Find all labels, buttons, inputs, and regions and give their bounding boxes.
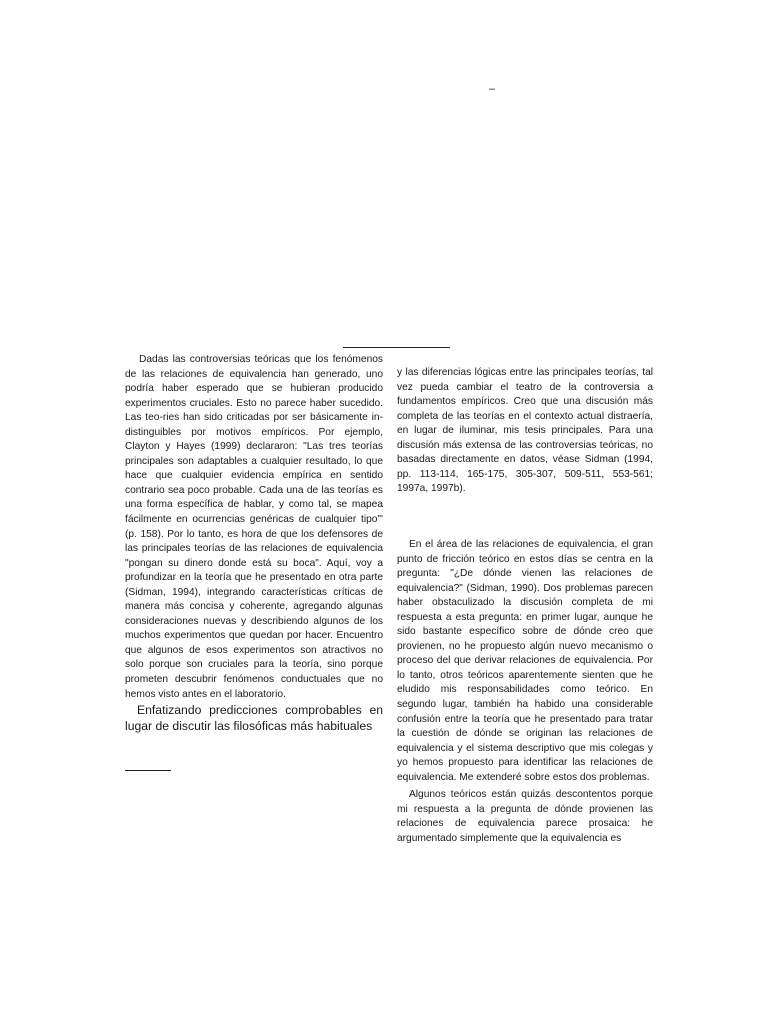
body-paragraph-theorists: Algunos teóricos están quizás descontentos porque mi respuesta a la pregunta de dónde provienen las relaciones de equivalencia parece prosaica: he argumentado simplemente que la equivalencia es (397, 789, 653, 844)
section-divider (343, 347, 450, 348)
body-paragraph-intro: Dadas las controversias teóricas que los fenómenos de las relaciones de equivalencia han generado, uno podría haber esperado que se hubieran producido experimentos cruciales. Esto no parece haber sucedido. Las teo-ries han sido criticadas por ser básicamente in-distinguibles por motivos empíricos. Por ejemplo, Clayton y Hayes (1999) declararon: "Las tres teorías principales son adaptables a cualquier resultado, lo que hace que cualquier evidencia empírica en sentido contrario sea poco probable. Cada una de las teorías es una forma específica de hablar, y como tal, se mapea fácilmente en ocurrencias genéricas de cualquier tipo"' (p. 158). Por lo tanto, es hora de que los defensores de las principales teorías de las relaciones de equivalencia "pongan su dinero donde está su boca". Aquí, voy a profundizar en la teoría que he presentado en otra parte (Sidman, 1994), integrando características críticas de manera más concisa y coherente, agregando algunas consideraciones nuevas y describiendo algunos de los muchos experimentos que quedan por hacer. Encuentro que algunos de esos experimentos son atractivos no solo porque son cruciales para la teoría, sino porque prometen descubrir fenómenos conductuales que no hemos visto antes en el laboratorio. (125, 354, 383, 700)
footnote-divider (125, 770, 171, 771)
header-dash: – (489, 83, 496, 95)
section-heading: Enfatizando predicciones comprobables en lugar de discutir las filosóficas más habituales (125, 703, 383, 733)
body-paragraph-friction: En el área de las relaciones de equivalencia, el gran punto de fricción teórico en estos días se centra en la pregunta: "¿De dónde vienen las relaciones de equivalencia?" (Sidman, 1990). Dos problemas parecen haber obstaculizado la discusión completa de mi respuesta a esta pregunta: en primer lugar, aunque he sido bastante específico sobre de dónde creo que provienen, no he propuesto algún nuevo mecanismo o proceso del que derivar relaciones de equivalencia. Por lo tanto, otros teóricos aparentemente sienten que he eludido mis responsabilidades como teórico. En segundo lugar, también ha habido una considerable confusión entre la teoría que he presentado para tratar la cuestión de dónde se originan las relaciones de equivalencia y el sistema descriptivo que mis colegas y yo hemos propuesto para identificar las relaciones de equivalencia. Me extenderé sobre estos dos problemas. (397, 539, 653, 783)
right-column-top (397, 366, 653, 497)
right-column-bottom (397, 538, 653, 846)
body-paragraph-continued: y las diferencias lógicas entre las principales teorías, tal vez pueda cambiar el teatro de la controversia a fundamentos empíricos. Creo que una discusión más completa de las teorías en el contexto actual distraería, en lugar de iluminar, mis tesis principales. Para una discusión más extensa de las controversias teóricas, no basadas directamente en datos, véase Sidman (1994, pp. 113-114, 165-175, 305-307, 509-511, 553-561; 1997a, 1997b). (397, 367, 653, 495)
left-column (125, 353, 383, 734)
